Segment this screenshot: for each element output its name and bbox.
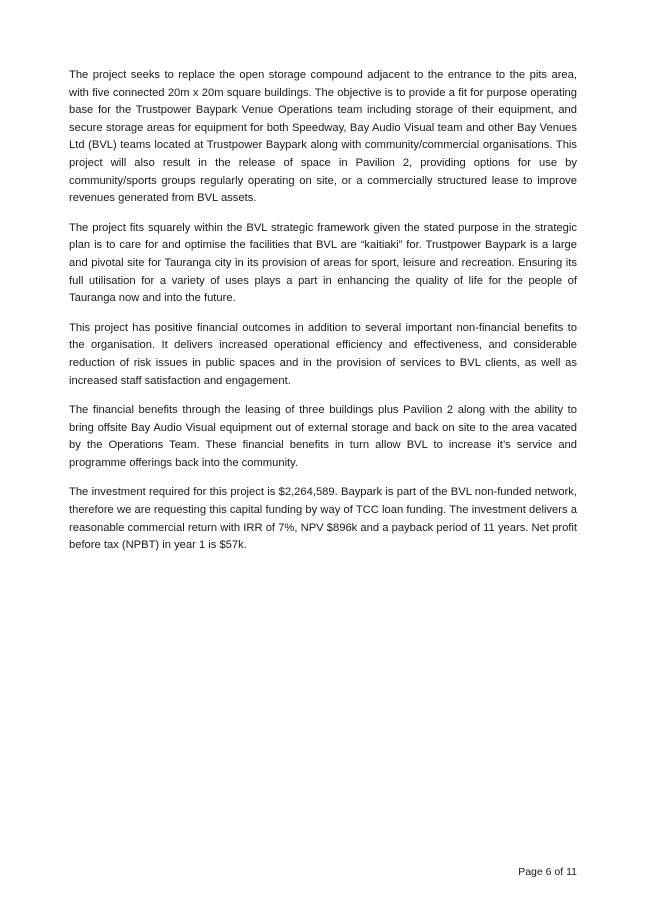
paragraph-strategic-fit: The project fits squarely within the BVL strategic framework given the stated purpose in the strategic plan is to care for and optimise the facilities that BVL are “kaitiaki” for. Trustpower Baypark is a large and pivotal site for Tauranga city in its provision of areas for sport, leisure and recreation. Ensuring its full utilisation for a variety of uses plays a part in enhancing the quality of life for the people of Tauranga now and into the future. [69,221,577,305]
paragraph-outcomes: This project has positive financial outcomes in addition to several important non-financial benefits to the organisation. It delivers increased operational efficiency and effectiveness, and considerable reduction of risk issues in public spaces and in the provision of services to BVL clients, as well as increased staff satisfaction and engagement. [69,321,577,387]
paragraph-investment: The investment required for this project is $2,264,589. Baypark is part of the BVL non-funded network, therefore we are requesting this capital funding by way of TCC loan funding. The investment delivers a reasonable commercial return with IRR of 7%, NPV $896k and a payback period of 11 years. Net profit before tax (NPBT) in year 1 is $57k. [69,486,577,552]
page-number: Page 6 of 11 [518,866,577,878]
paragraph-financial-benefits: The financial benefits through the leasing of three buildings plus Pavilion 2 along with the ability to bring offsite Bay Audio Visual equipment out of external storage and back on site to the area vacated by the Operations Team. These financial benefits in turn allow BVL to increase it’s service and programme offerings back into the community. [69,404,577,469]
document-body [69,67,577,567]
paragraph-project-overview: The project seeks to replace the open storage compound adjacent to the entrance to the pits area, with five connected 20m x 20m square buildings. The objective is to provide a fit for purpose operating base for the Trustpower Baypark Venue Operations team including storage of their equipment, and secure storage areas for equipment for both Speedway, Bay Audio Visual team and other Bay Venues Ltd (BVL) teams located at Trustpower Baypark along with community/commercial organisations. This project will also result in the release of space in Pavilion 2, providing options for use by community/sports groups regularly operating on site, or a commercially structured lease to improve revenues generated from BVL assets. [69,69,577,205]
